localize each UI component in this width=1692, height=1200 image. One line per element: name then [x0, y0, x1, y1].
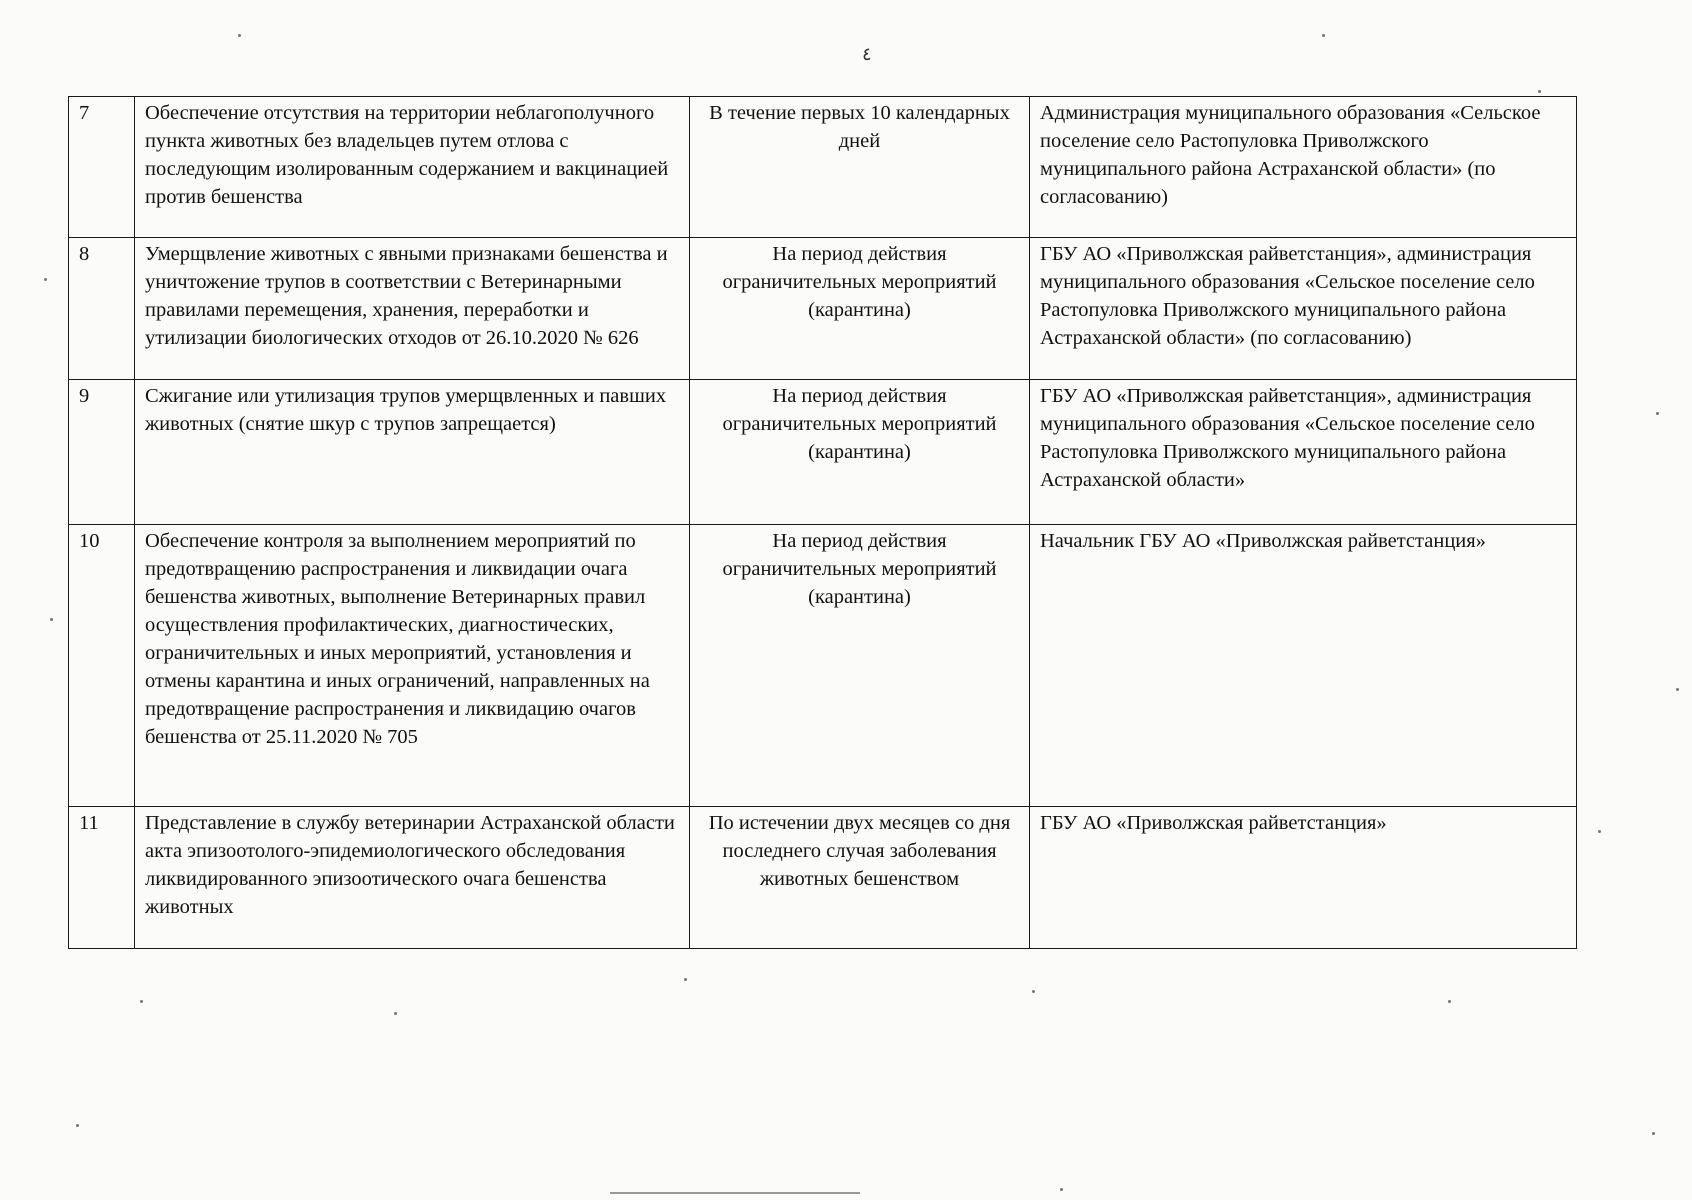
scan-speck	[140, 1000, 143, 1003]
scan-speck	[1652, 1132, 1655, 1135]
action-cell: Умерщвление животных с явными признаками бешенства и уничтожение трупов в соответствии с Ветеринарными правилами перемещения, хранения, переработки и утилизации биологических отходов от 26.10.2020 № 626	[135, 238, 690, 380]
row-number: 11	[69, 807, 135, 949]
table-row	[69, 380, 1577, 525]
action-cell: Обеспечение отсутствия на территории неблагополучного пункта животных без владельцев путем отлова с последующим изолированным содержанием и вакцинацией против бешенства	[135, 97, 690, 238]
table-row	[69, 238, 1577, 380]
scan-speck	[1060, 1188, 1063, 1191]
scan-speck	[44, 278, 47, 281]
row-number: 9	[69, 380, 135, 525]
responsible-cell: Начальник ГБУ АО «Приволжская райветстанция»	[1030, 525, 1577, 807]
scan-line	[610, 1192, 860, 1194]
table-row	[69, 97, 1577, 238]
responsible-cell: ГБУ АО «Приволжская райветстанция»	[1030, 807, 1577, 949]
responsible-cell: ГБУ АО «Приволжская райветстанция», администрация муниципального образования «Сельское поселение село Растопуловка Приволжского муниципального района Астраханской области» (по согласованию)	[1030, 238, 1577, 380]
term-cell: В течение первых 10 календарных дней	[690, 97, 1030, 238]
scan-speck	[1448, 1000, 1451, 1003]
scan-speck	[684, 978, 687, 981]
responsible-cell: Администрация муниципального образования «Сельское поселение село Растопуловка Приволжского муниципального района Астраханской области» (по согласованию)	[1030, 97, 1577, 238]
table-row	[69, 807, 1577, 949]
scan-speck	[394, 1012, 397, 1015]
term-cell: На период действия ограничительных мероприятий (карантина)	[690, 238, 1030, 380]
scan-speck	[1032, 990, 1035, 993]
term-cell: По истечении двух месяцев со дня последнего случая заболевания животных бешенством	[690, 807, 1030, 949]
scan-speck	[238, 34, 241, 37]
term-cell: На период действия ограничительных мероприятий (карантина)	[690, 525, 1030, 807]
table-row	[69, 525, 1577, 807]
row-number: 8	[69, 238, 135, 380]
scan-speck	[76, 1124, 79, 1127]
action-cell: Сжигание или утилизация трупов умерщвленных и павших животных (снятие шкур с трупов запрещается)	[135, 380, 690, 525]
scan-speck	[1676, 688, 1679, 691]
measures-table	[68, 96, 1577, 949]
term-cell: На период действия ограничительных мероприятий (карантина)	[690, 380, 1030, 525]
scan-speck	[1656, 412, 1659, 415]
row-number: 10	[69, 525, 135, 807]
action-cell: Представление в службу ветеринарии Астраханской области акта эпизоотолого-эпидемиологического обследования ликвидированного эпизоотического очага бешенства животных	[135, 807, 690, 949]
scan-speck	[1598, 830, 1601, 833]
action-cell: Обеспечение контроля за выполнением мероприятий по предотвращению распространения и ликвидации очага бешенства животных, выполнение Ветеринарных правил осуществления профилактических, диагностических, ограничительных и иных мероприятий, установления и отмены карантина и иных ограничений, направленных на предотвращение распространения и ликвидацию очагов бешенства от 25.11.2020 № 705	[135, 525, 690, 807]
scan-speck	[50, 618, 53, 621]
responsible-cell: ГБУ АО «Приволжская райветстанция», администрация муниципального образования «Сельское поселение село Растопуловка Приволжского муниципального района Астраханской области»	[1030, 380, 1577, 525]
scan-speck	[1322, 34, 1325, 37]
scan-speck	[1538, 90, 1541, 93]
row-number: 7	[69, 97, 135, 238]
page-mark: ٤	[862, 44, 872, 64]
